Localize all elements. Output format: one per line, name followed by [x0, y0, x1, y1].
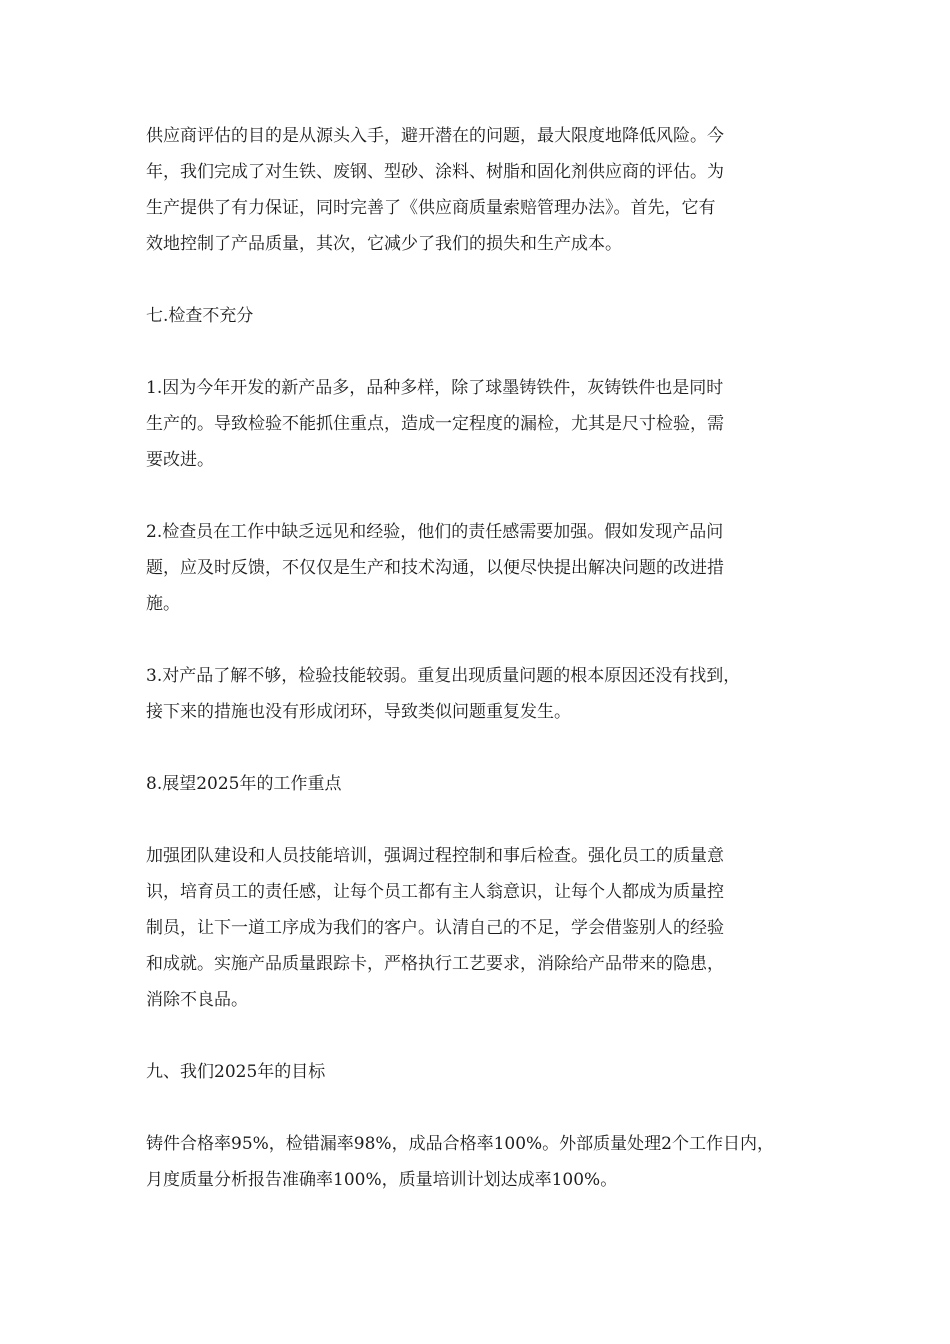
document-body	[146, 118, 806, 1234]
text-line: 生产提供了有力保证，同时完善了《供应商质量索赔管理办法》。首先，它有	[146, 198, 716, 218]
text-line: 制员，让下一道工序成为我们的客户。认清自己的不足，学会借鉴别人的经验	[146, 918, 724, 938]
section-heading-outlook: 8.展望2025年的工作重点	[146, 774, 342, 794]
text-line: 1.因为今年开发的新产品多，品种多样，除了球墨铸铁件，灰铸铁件也是同时	[146, 378, 724, 398]
text-line: 年，我们完成了对生铁、废钢、型砂、涂料、树脂和固化剂供应商的评估。为	[146, 162, 724, 182]
text-line: 识，培育员工的责任感，让每个员工都有主人翁意识，让每个人都成为质量控	[146, 882, 724, 902]
paragraph-supplier-evaluation	[146, 118, 806, 262]
paragraph-inspection-point-1	[146, 370, 806, 478]
paragraph-inspection-point-2	[146, 514, 806, 622]
paragraph-goals	[146, 1126, 806, 1198]
section-heading-goals: 九、我们2025年的目标	[146, 1062, 326, 1082]
text-line: 铸件合格率95%，检错漏率98%，成品合格率100%。外部质量处理2个工作日内，	[146, 1134, 774, 1154]
text-line: 供应商评估的目的是从源头入手，避开潜在的问题，最大限度地降低风险。今	[146, 126, 724, 146]
text-line: 施。	[146, 594, 180, 614]
text-line: 消除不良品。	[146, 990, 248, 1010]
text-line: 要改进。	[146, 450, 214, 470]
text-line: 月度质量分析报告准确率100%，质量培训计划达成率100%。	[146, 1170, 618, 1190]
text-line: 题，应及时反馈，不仅仅是生产和技术沟通，以便尽快提出解决问题的改进措	[146, 558, 724, 578]
text-line: 加强团队建设和人员技能培训，强调过程控制和事后检查。强化员工的质量意	[146, 846, 724, 866]
text-line: 和成就。实施产品质量跟踪卡，严格执行工艺要求，消除给产品带来的隐患，	[146, 954, 724, 974]
text-line: 2.检查员在工作中缺乏远见和经验，他们的责任感需要加强。假如发现产品问	[146, 522, 724, 542]
text-line: 效地控制了产品质量，其次，它减少了我们的损失和生产成本。	[146, 234, 622, 254]
text-line: 生产的。导致检验不能抓住重点，造成一定程度的漏检，尤其是尺寸检验，需	[146, 414, 724, 434]
section-heading-inspection: 七.检查不充分	[146, 306, 254, 326]
text-line: 接下来的措施也没有形成闭环，导致类似问题重复发生。	[146, 702, 571, 722]
text-line: 3.对产品了解不够，检验技能较弱。重复出现质量问题的根本原因还没有找到，	[146, 666, 741, 686]
paragraph-inspection-point-3	[146, 658, 806, 730]
paragraph-outlook	[146, 838, 806, 1018]
